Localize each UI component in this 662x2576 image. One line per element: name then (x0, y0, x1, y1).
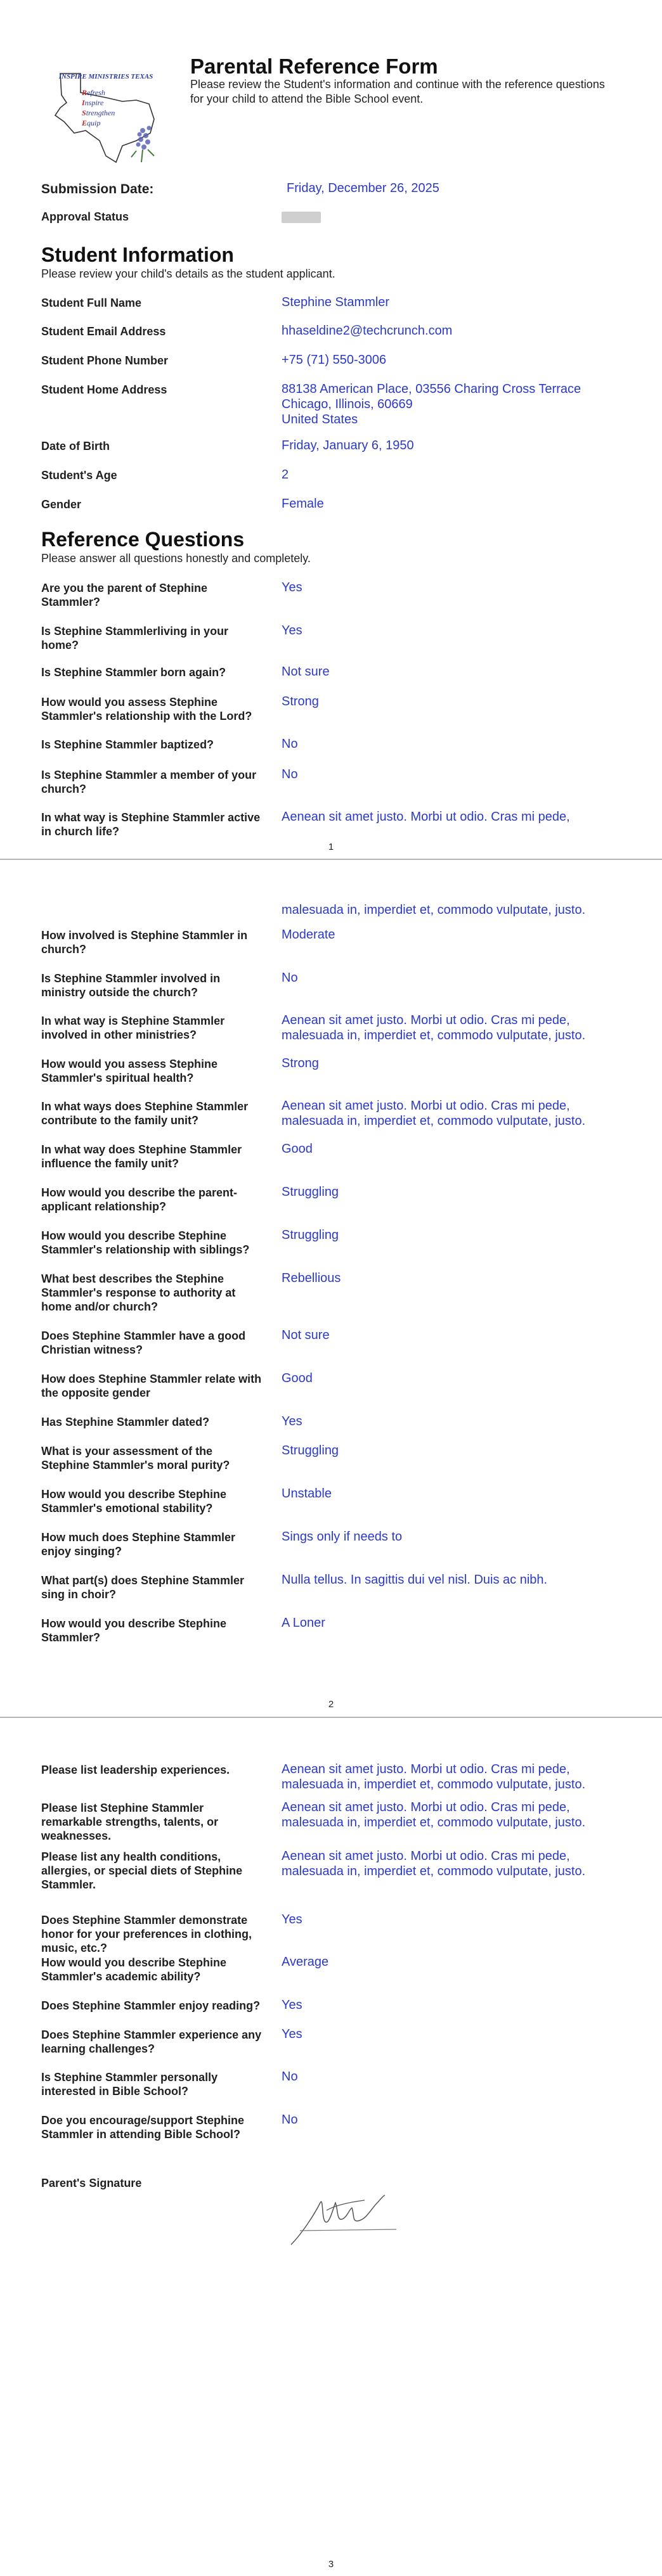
answer-line: Yes (282, 1998, 302, 2012)
answer-value (282, 1414, 637, 1429)
question-label (41, 1850, 276, 1892)
answer-value (282, 1227, 637, 1243)
answer-value (282, 1141, 637, 1157)
question-line: honor for your preferences in clothing, (41, 1928, 252, 1940)
page-number: 1 (328, 842, 334, 852)
question-label (41, 468, 276, 482)
answer-line: malesuada in, imperdiet et, commodo vulputate, justo. (282, 1114, 586, 1128)
question-line: Is Stephine Stammler baptized? (41, 738, 214, 751)
answer-line: 88138 American Place, 03556 Charing Cross Terrace (282, 382, 581, 396)
question-line: What is your assessment of the (41, 1445, 213, 1458)
question-label (41, 324, 276, 338)
submission-date-label: Submission Date: (41, 182, 154, 196)
answer-line: Chicago, Illinois, 60669 (282, 397, 413, 411)
answer-value (282, 1184, 637, 1200)
question-line: In what way is Stephine Stammler active (41, 811, 261, 824)
page-2 (0, 860, 662, 1717)
answer-line: Aenean sit amet justo. Morbi ut odio. Cras mi pede, (282, 1800, 570, 1814)
question-line: Does Stephine Stammler demonstrate (41, 1914, 248, 1926)
question-label (41, 1763, 276, 1777)
question-line: Christian witness? (41, 1343, 143, 1356)
question-line: Does Stephine Stammler enjoy reading? (41, 1999, 261, 2012)
answer-value (282, 1615, 637, 1631)
question-label (41, 1530, 276, 1558)
question-label (41, 1272, 276, 1314)
answer-value (282, 1486, 637, 1501)
answer-value (282, 694, 637, 709)
question-label (41, 1913, 276, 1955)
answer-line: Good (282, 1371, 313, 1385)
question-line: In what ways does Stephine Stammler (41, 1100, 249, 1113)
answer-value (282, 1371, 637, 1386)
question-label (41, 665, 276, 679)
svg-text:Equip: Equip (82, 119, 101, 127)
answer-line: Moderate (282, 928, 335, 942)
question-line: What part(s) does Stephine Stammler (41, 1574, 245, 1587)
answer-value (282, 2069, 637, 2084)
question-line: interested in Bible School? (41, 2085, 189, 2098)
question-line: music, etc.? (41, 1942, 108, 1954)
question-label (41, 1801, 276, 1843)
question-line: remarkable strengths, talents, or (41, 1816, 219, 1828)
answer-value (282, 927, 637, 942)
question-line: Please list leadership experiences. (41, 1764, 230, 1776)
question-line: Stammler's relationship with the Lord? (41, 710, 252, 722)
student-info-heading: Student Information (41, 243, 234, 266)
question-line: Are you the parent of Stephine (41, 582, 208, 594)
question-line: the opposite gender (41, 1387, 151, 1399)
answer-line: Aenean sit amet justo. Morbi ut odio. Cras mi pede, (282, 1849, 570, 1863)
question-line: Stammler? (41, 596, 101, 608)
question-line: In what way is Stephine Stammler (41, 1015, 225, 1027)
question-line: Is Stephine Stammlerliving in your (41, 625, 229, 638)
answer-value (282, 1098, 637, 1129)
question-line: Student Full Name (41, 297, 142, 309)
question-label (41, 383, 276, 397)
answer-value (282, 1529, 637, 1544)
answer-line: Aenean sit amet justo. Morbi ut odio. Cras mi pede, (282, 810, 570, 824)
answer-value (282, 2112, 637, 2127)
student-info-subheading: Please review your child's details as the student applicant. (41, 267, 335, 280)
question-line: Stephine Stammler's moral purity? (41, 1459, 230, 1471)
question-line: home and/or church? (41, 1300, 159, 1313)
question-line: Stammler's spiritual health? (41, 1072, 194, 1084)
question-line: How would you describe Stephine (41, 1956, 227, 1969)
question-line: Stammler's emotional stability? (41, 1502, 213, 1515)
question-line: home? (41, 639, 79, 651)
answer-value (282, 295, 637, 310)
question-line: How would you assess Stephine (41, 696, 218, 708)
question-line: Does Stephine Stammler have a good (41, 1330, 246, 1342)
question-line: learning challenges? (41, 2042, 155, 2055)
question-line: How would you describe Stephine (41, 1617, 227, 1630)
answer-value (282, 1443, 637, 1458)
question-line: How much does Stephine Stammler (41, 1531, 236, 1544)
question-line: Is Stephine Stammler involved in (41, 972, 221, 985)
question-label (41, 1415, 276, 1429)
question-label (41, 1057, 276, 1085)
question-label (41, 1229, 276, 1257)
question-line: Is Stephine Stammler personally (41, 2071, 218, 2084)
answer-line: Aenean sit amet justo. Morbi ut odio. Cras mi pede, (282, 1013, 570, 1027)
answer-line: Yes (282, 1414, 302, 1428)
answer-line: Strong (282, 695, 319, 708)
question-label (41, 2113, 276, 2141)
answer-line: No (282, 971, 298, 985)
question-label (41, 738, 276, 752)
question-line: Is Stephine Stammler born again? (41, 666, 226, 679)
question-label (41, 1372, 276, 1400)
answer-value (282, 1997, 637, 2013)
answer-value (282, 1572, 637, 1587)
answer-line: Sings only if needs to (282, 1530, 403, 1544)
question-line: Please list Stephine Stammler (41, 1802, 204, 1814)
answer-line: No (282, 2113, 298, 2127)
question-label (41, 1617, 276, 1644)
question-line: Stammler's relationship with siblings? (41, 1243, 250, 1256)
question-line: Please list any health conditions, (41, 1850, 221, 1863)
question-line: applicant relationship? (41, 1200, 167, 1213)
question-label (41, 624, 276, 652)
question-line: Gender (41, 498, 82, 511)
answer-value (282, 438, 637, 453)
answer-value (282, 2027, 637, 2042)
answer-line: Female (282, 497, 324, 511)
answer-line: Struggling (282, 1185, 339, 1199)
answer-line: Yes (282, 580, 302, 594)
answer-value (282, 970, 637, 985)
question-label (41, 1573, 276, 1601)
ministry-logo (48, 70, 168, 165)
form-intro: Please review the Student's information and continue with the reference questions for your child to attend the Bible School event. (190, 78, 605, 105)
answer-line: hhaseldine2@techcrunch.com (282, 324, 453, 338)
answer-value (282, 1271, 637, 1286)
question-line: Student Email Address (41, 325, 166, 338)
answer-line: Average (282, 1955, 329, 1969)
answer-value (282, 767, 637, 782)
question-line: Student's Age (41, 469, 117, 482)
svg-text:Refresh: Refresh (82, 88, 105, 97)
answer-line: malesuada in, imperdiet et, commodo vulputate, justo. (282, 1028, 586, 1042)
question-line: How would you describe the parent- (41, 1186, 238, 1199)
question-line: Stammler in attending Bible School? (41, 2128, 241, 2141)
question-label (41, 1014, 276, 1042)
question-label (41, 695, 276, 723)
page-3 (0, 1718, 662, 2576)
question-line: weaknesses. (41, 1829, 112, 1842)
answer-value (282, 1849, 637, 1879)
approval-status (282, 210, 637, 227)
answer-line: Yes (282, 624, 302, 638)
question-line: Student Home Address (41, 383, 167, 396)
question-line: contribute to the family unit? (41, 1114, 198, 1127)
answer-value (282, 809, 637, 824)
answer-value (282, 623, 637, 638)
question-line: allergies, or special diets of Stephine (41, 1864, 243, 1877)
question-label (41, 354, 276, 368)
answer-value (282, 1328, 637, 1343)
question-label (41, 811, 276, 838)
question-line: enjoy singing? (41, 1545, 122, 1558)
submission-date-value: Friday, December 26, 2025 (287, 181, 439, 195)
question-line: How involved is Stephine Stammler in (41, 929, 248, 942)
logo-title: INSPIRE MINISTRIES TEXAS (58, 73, 153, 80)
question-line: Date of Birth (41, 440, 110, 452)
question-line: Stammler's academic ability? (41, 1970, 201, 1983)
question-line: involved in other ministries? (41, 1028, 197, 1041)
form-title: Parental Reference Form (190, 54, 438, 78)
question-line: ministry outside the church? (41, 986, 198, 999)
answer-line: 2 (282, 468, 289, 482)
question-line: How does Stephine Stammler relate with (41, 1373, 262, 1385)
answer-line: No (282, 2070, 298, 2084)
answer-value (282, 736, 637, 752)
answer-line: Struggling (282, 1444, 339, 1458)
answer-line: Unstable (282, 1487, 332, 1501)
question-label (41, 439, 276, 453)
question-label (41, 2028, 276, 2056)
answer-line: Strong (282, 1056, 319, 1070)
question-label (41, 1487, 276, 1515)
question-line: Stammler. (41, 1878, 96, 1891)
answer-line: Struggling (282, 1228, 339, 1242)
question-label (41, 1956, 276, 1983)
question-label (41, 1099, 276, 1127)
question-label (41, 581, 276, 609)
question-line: influence the family unit? (41, 1157, 179, 1170)
answer-value (282, 580, 637, 595)
answer-line: Good (282, 1142, 313, 1156)
question-label (41, 928, 276, 956)
reference-heading: Reference Questions (41, 528, 245, 551)
answer-line: malesuada in, imperdiet et, commodo vulputate, justo. (282, 1816, 586, 1829)
answer-line: Friday, January 6, 1950 (282, 439, 414, 452)
answer-value (282, 467, 637, 482)
question-line: sing in choir? (41, 1588, 117, 1601)
page-1 (0, 0, 662, 859)
status-badge (282, 212, 321, 223)
answer-continuation: malesuada in, imperdiet et, commodo vulputate, justo. (282, 903, 586, 917)
question-label (41, 1999, 276, 2013)
answer-line: malesuada in, imperdiet et, commodo vulputate, justo. (282, 1864, 586, 1878)
answer-line: Not sure (282, 1328, 330, 1342)
question-line: Stammler's response to authority at (41, 1286, 236, 1299)
question-line: In what way does Stephine Stammler (41, 1143, 242, 1156)
answer-line: Nulla tellus. In sagittis dui vel nisl. Duis ac nibh. (282, 1573, 548, 1587)
question-line: How would you describe Stephine (41, 1488, 227, 1501)
svg-text:Inspire: Inspire (82, 98, 104, 107)
answer-line: Aenean sit amet justo. Morbi ut odio. Cras mi pede, (282, 1099, 570, 1113)
svg-text:Strengthen: Strengthen (82, 108, 115, 117)
answer-value (282, 1056, 637, 1071)
question-label (41, 497, 276, 511)
reference-subheading: Please answer all questions honestly and completely. (41, 552, 311, 565)
answer-line: Yes (282, 2027, 302, 2041)
question-line: church? (41, 783, 87, 795)
answer-line: Yes (282, 1913, 302, 1926)
answer-line: United States (282, 413, 358, 426)
answer-value (282, 1912, 637, 1927)
answer-line: No (282, 767, 298, 781)
approval-status-label: Approval Status (41, 210, 129, 223)
question-label (41, 1143, 276, 1170)
answer-line: +75 (71) 550-3006 (282, 353, 387, 367)
answer-value (282, 1762, 637, 1792)
question-label (41, 1329, 276, 1357)
answer-value (282, 1013, 637, 1043)
answer-line: A Loner (282, 1616, 325, 1630)
page-number: 3 (328, 2559, 334, 2570)
page-number: 2 (328, 1699, 334, 1710)
question-line: Is Stephine Stammler a member of your (41, 769, 257, 781)
question-line: in church life? (41, 825, 120, 838)
question-line: Has Stephine Stammler dated? (41, 1416, 210, 1428)
question-line: What best describes the Stephine (41, 1272, 224, 1285)
answer-value (282, 1800, 637, 1830)
answer-value (282, 323, 637, 338)
question-line: How would you describe Stephine (41, 1229, 227, 1242)
answer-line: Aenean sit amet justo. Morbi ut odio. Cras mi pede, (282, 1762, 570, 1776)
answer-line: Stephine Stammler (282, 295, 390, 309)
signature-label: Parent's Signature (41, 2177, 142, 2189)
question-line: Doe you encourage/support Stephine (41, 2114, 245, 2127)
question-label (41, 2070, 276, 2098)
question-label (41, 971, 276, 999)
question-line: church? (41, 943, 87, 956)
answer-value (282, 352, 637, 368)
question-label (41, 768, 276, 796)
answer-value (282, 664, 637, 679)
answer-line: No (282, 737, 298, 751)
question-label (41, 1444, 276, 1472)
question-line: How would you assess Stephine (41, 1058, 218, 1070)
parent-signature (289, 2184, 403, 2247)
question-label (41, 1186, 276, 1214)
answer-value (282, 381, 637, 427)
answer-value (282, 496, 637, 511)
question-line: Does Stephine Stammler experience any (41, 2028, 262, 2041)
answer-value (282, 1954, 637, 1970)
question-line: Student Phone Number (41, 354, 169, 367)
answer-line: malesuada in, imperdiet et, commodo vulputate, justo. (282, 1778, 586, 1791)
question-label (41, 296, 276, 310)
answer-line: Rebellious (282, 1271, 341, 1285)
answer-line: Not sure (282, 665, 330, 679)
question-line: Stammler? (41, 1631, 101, 1644)
